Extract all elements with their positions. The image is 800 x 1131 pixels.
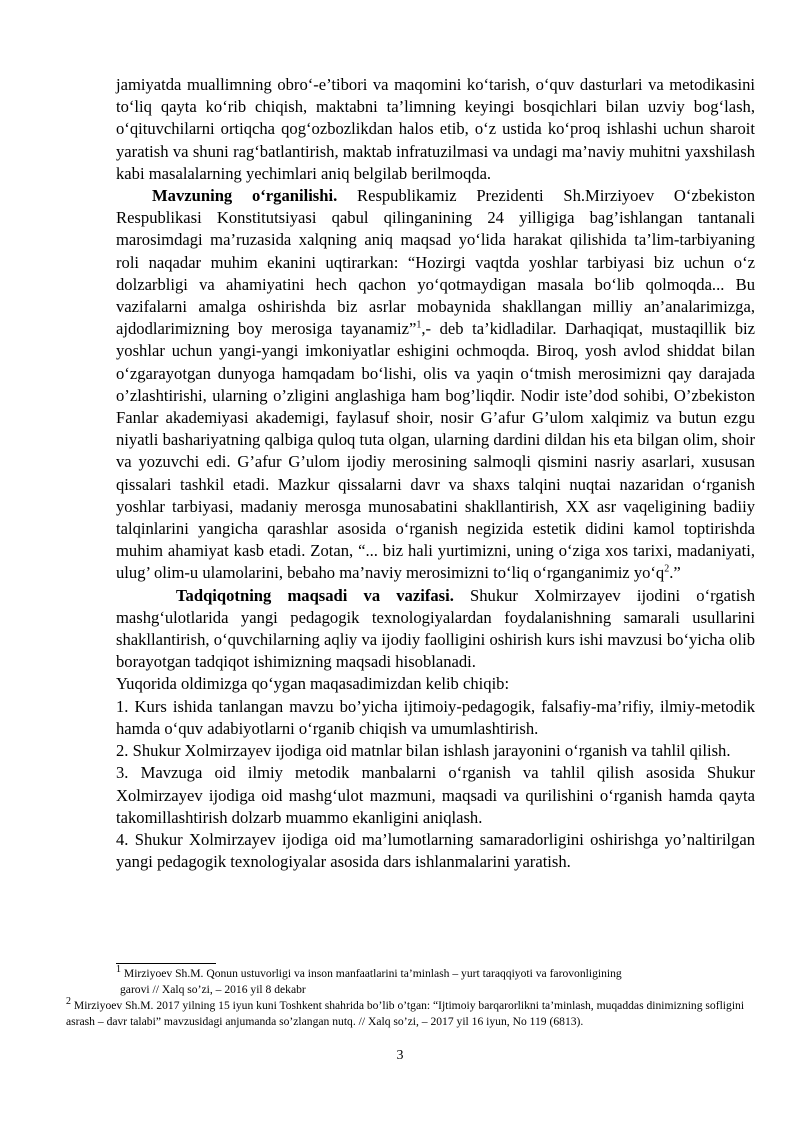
- section-study-text-1: Respublikamiz Prezidenti Sh.Mirziyoev O‘zbekiston Respublikasi Konstitutsiyasi qabul qilinganining 24 yilligiga bag’ishlangan tantanali marosimdagi ma’ruzasida xalqning aniq maqsad yo‘lida harakat qilishida ta’lim-tarbiyaning roli naqadar muhim ekanini uqtirarkan: “Hozirgi vaqtda yoshlar tarbiyasi biz uchun o‘z dolzarbligi va ahamiyatini hech qachon yo‘qotmaydigan masala bo‘lib qolmoqda... Bu vazifalarni amalga oshirishda biz asrlar mobaynida shakllangan milliy an’analarimizga, ajdodlarimizning boy merosiga tayanamiz”: [116, 186, 755, 339]
- page-number: 3: [396, 1048, 404, 1063]
- task-item-4: 4. Shukur Xolmirzayev ijodiga oid ma’lumotlarning samaradorligini oshirishga yo’naltirilgan yangi pedagogik texnologiyalar asosida dars ishlanmalarini yaratish.: [116, 829, 755, 872]
- section-study-heading: Mavzuning o‘rganilishi.: [152, 186, 338, 206]
- section-goal-paragraph: [116, 585, 755, 674]
- section-study-text-3: .”: [669, 563, 681, 583]
- footnote-1: [116, 966, 736, 997]
- section-goal-heading: Tadqiqotning maqsadi va vazifasi.: [176, 585, 454, 605]
- footnote-1-mark: 1: [116, 964, 121, 976]
- footnote-ref-2[interactable]: 2: [664, 563, 670, 575]
- footnote-2: [66, 998, 756, 1029]
- footnote-separator: [116, 963, 216, 964]
- section-study-text-2: ,- deb ta’kidladilar. Darhaqiqat, mustaqillik biz yoshlar uchun yangi-yangi imkoniyatlar eshigini ochmoqda. Biroq, yosh avlod shiddat bilan o‘zgarayotgan dunyoga hamqadam bo‘lishi, olis va yaqin o‘tmish merosimizni qay darajada o’zlashtirishi, ularning o’zligini anglashiga ham bog’liqdir. Nodir iste’dod sohibi, O’zbekiston Fanlar akademiyasi akademigi, faylasuf shoir, nosir G’afur G’ulom xalqimiz va butun ezgu niyatli bashariyatning qalbiga quloq tuta olgan, ularning dardini dildan his eta bilgan olim, shoir va yozuvchi edi. G’afur G’ulom ijodiy merosining salmoqli qismini nasriy asarlari, xususan qissalari tashkil etadi. Mazkur qissalarni davr va shaxs talqini nuqtai nazaridan o‘rganish yoshlar tarbiyasi, madaniy merosga munosabatini shakllantirish, XX asr vaqeligining badiiy talqinlarini yangicha qarashlar asosida o‘rganish negizida estetik didini kamol toptirishda muhim ahamiyat kasb etadi. Zotan, “... biz hali yurtimizni, uning o‘ziga xos tarixi, madaniyati, ulug’ olim-u ulamolarini, bebaho ma’naviy merosimizni to‘liq o‘rganganimiz yo‘q: [116, 319, 755, 583]
- document-body: [116, 74, 755, 873]
- task-item-1: 1. Kurs ishida tanlangan mavzu bo’yicha ijtimoiy-pedagogik, falsafiy-ma’rifiy, ilmiy-metodik hamda o‘quv adabiyotlarni o‘rganib chiqish va umumlashtirish.: [116, 696, 755, 738]
- footnote-1-line-1: Mirziyoev Sh.M. Qonun ustuvorligi va inson manfaatlarini ta’minlash – yurt taraqqiyoti va farovonligining: [121, 967, 622, 980]
- tasks-intro: Yuqorida oldimizga qo‘ygan maqasadimizdan kelib chiqib:: [116, 674, 510, 694]
- footnote-ref-1[interactable]: 1: [416, 319, 422, 331]
- section-study-paragraph: [116, 185, 755, 585]
- footnote-1-line-2: garovi // Xalq so’zi, – 2016 yil 8 dekabr: [120, 982, 306, 996]
- section-goal-text: Shukur Xolmirzayev ijodini o‘rgatish mashg‘ulotlarida yangi pedagogik texnologiyalardan foydalanishning samarali usullarini shakllantirish, o‘quvchilarning aqliy va ijodiy faolligini oshirish kurs ishi mavzusi bo‘yicha olib borayotgan tadqiqot ishimizning maqsadi hisoblanadi.: [116, 585, 755, 672]
- task-item-3: 3. Mavzuga oid ilmiy metodik manbalarni o‘rganish va tahlil qilish asosida Shukur Xolmirzayev ijodiga oid mashg‘ulot mazmuni, maqsadi va qurilishini o‘rganish hamda qayta takomillashtirish dolzarb muammo ekanligini aniqlash.: [116, 763, 755, 827]
- intro-paragraph: jamiyatda muallimning obro‘-e’tibori va maqomini ko‘tarish, o‘quv dasturlari va metodikasini to‘liq qayta ko‘rib chiqish, maktabni ta’limning keyingi bosqichlari bilan uzviy bog‘lash, o‘qituvchilarni ortiqcha qog‘ozbozlikdan halos etib, o‘z ustida ko‘proq ishlashi uchun sharoit yaratish va shuni rag‘batlantirish, maktab infratuzilmasi va undagi ma’naviy muhitni yaxshilash kabi masalalarning yechimlari aniq belgilab berilmoqda.: [116, 75, 755, 183]
- footnote-2-mark: 2: [66, 996, 71, 1008]
- footnote-2-text: Mirziyoev Sh.M. 2017 yilning 15 iyun kuni Toshkent shahrida bo’lib o’tgan: “Ijtimoiy barqarorlikni ta’minlash, muqaddas dinimizning sofligini asrash – davr talabi” mavzusidagi anjumanda so’zlangan nutq. // Xalq so’zi, – 2017 yil 16 iyun, No 119 (6813).: [66, 999, 745, 1028]
- task-item-2: 2. Shukur Xolmirzayev ijodiga oid matnlar bilan ishlash jarayonini o‘rganish va tahlil qilish.: [116, 741, 731, 761]
